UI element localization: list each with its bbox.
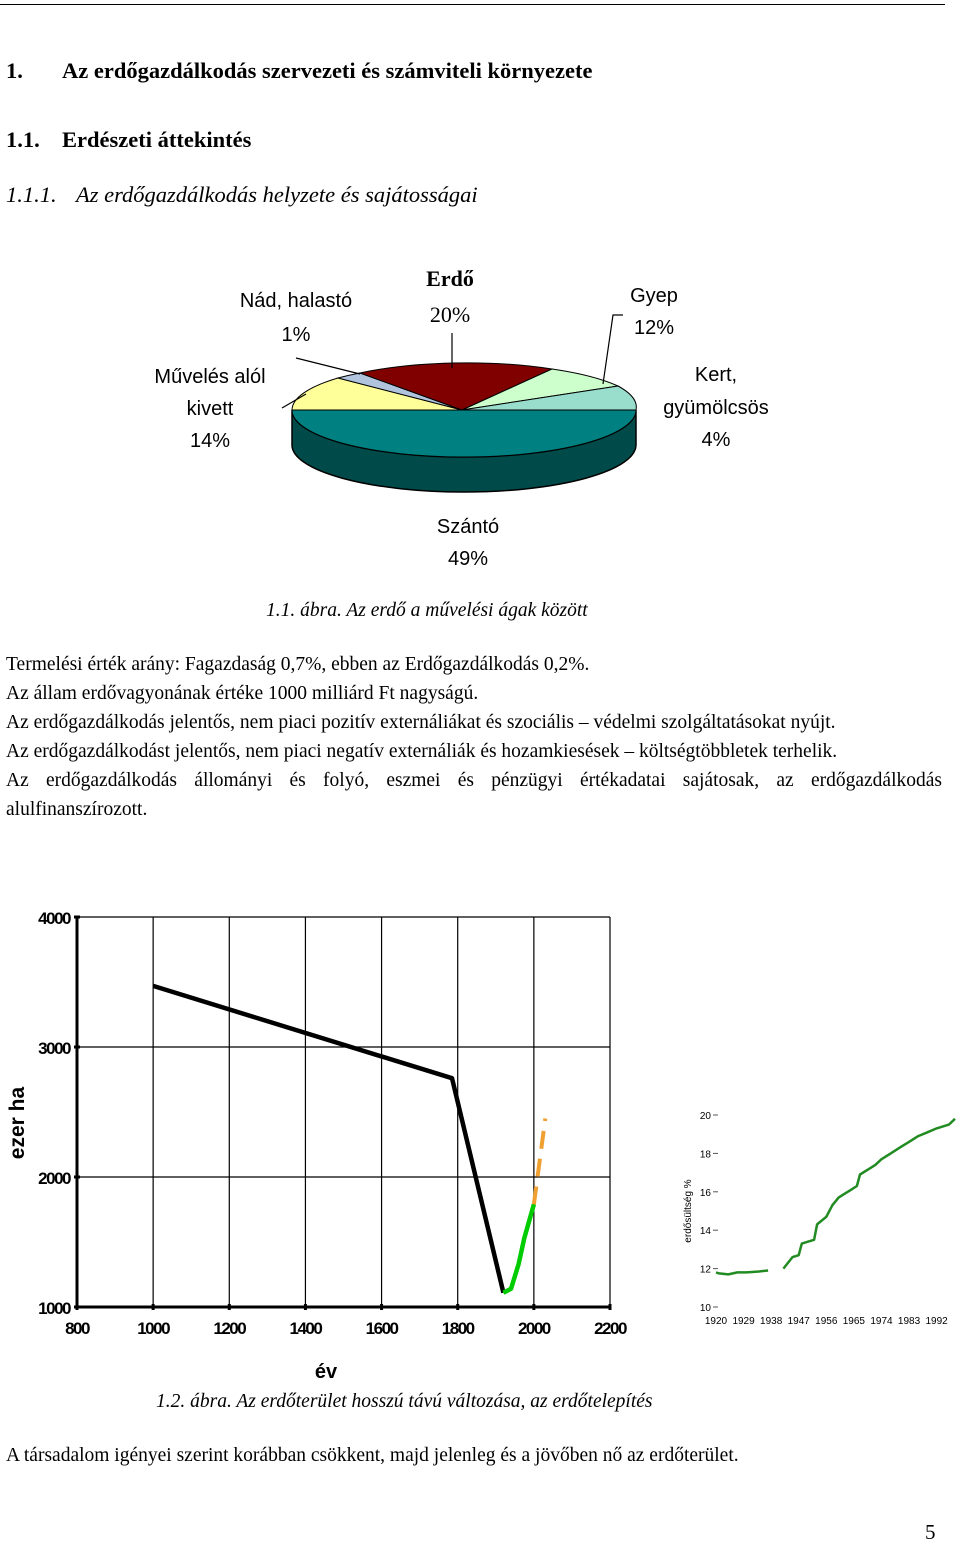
small-x-tick-label: 1965 [842,1316,866,1327]
big-x-tick-label: 2000 [517,1319,550,1338]
small-y-tick-label: 12 [699,1264,711,1276]
paragraph-1: Termelési érték arány: Fagazdaság 0,7%, ebben az Erdőgazdálkodás 0,2%. [6,654,590,675]
label-kert-pct: 4% [701,429,731,451]
big-y-tick-label: 3000 [38,1039,70,1058]
label-erdo-name: Erdő [426,266,474,291]
small-y-tick-label: 18 [699,1149,711,1161]
big-x-tick-label: 1600 [365,1319,398,1338]
heading-3: 1.1.1. Az erdőgazdálkodás helyzete és sajátosságai [6,182,478,207]
big-y-tick-label: 2000 [38,1169,70,1188]
label-muveles-pct: 14% [189,430,231,452]
big-x-tick-label: 1800 [441,1319,474,1338]
label-nad-name: Nád, halastó [239,290,353,312]
label-nad-pct: 1% [281,324,311,346]
small-series-line-0 [716,1271,768,1275]
label-erdo-pct: 20% [429,302,471,327]
label-szanto-pct: 49% [447,548,489,570]
label-kert-line2: gyümölcsös [663,397,769,419]
big-x-tick-label: 1200 [213,1319,246,1338]
label-muveles-line1: Művelés alól [154,366,266,388]
big-x-tick-label: 2200 [594,1319,626,1338]
small-x-tick-label: 1974 [870,1316,893,1327]
label-gyep-pct: 12% [633,317,675,339]
paragraph-2: Az állam erdővagyonának értéke 1000 milliárd Ft nagyságú. [6,683,479,704]
label-kert-line1: Kert, [694,364,738,386]
small-x-tick-label: 1938 [760,1316,783,1327]
big-x-tick-label: 800 [65,1319,89,1338]
heading-1: 1. Az erdőgazdálkodás szervezeti és számviteli környezete [6,58,593,83]
heading-2: 1.1. Erdészeti áttekintés [6,127,252,152]
small-x-tick-label: 1983 [897,1316,921,1327]
big-chart-ylabel: ezer ha [6,1086,29,1160]
small-x-tick-label: 1956 [815,1316,838,1327]
paragraph-4: Az erdőgazdálkodást jelentős, nem piaci negatív externáliák és hozamkiesések – költségtöbbletek terhelik. [6,741,838,762]
big-x-tick-label: 1400 [289,1319,322,1338]
small-y-tick-label: 16 [699,1187,711,1199]
paragraph-3: Az erdőgazdálkodás jelentős, nem piaci pozitív externáliákat és szociális – védelmi szolgáltatásokat nyújt. [6,712,836,733]
label-gyep-name: Gyep [630,285,678,307]
big-y-tick-label: 4000 [38,909,70,928]
figure-1-caption: 1.1. ábra. Az erdő a művelési ágak között [266,600,588,621]
paragraph-5: Az erdőgazdálkodás állományi és folyó, eszmei és pénzügyi értékadatai sajátosak, az erdőgazdálkodás alulfinanszírozott. [6,770,942,820]
small-y-tick-label: 20 [699,1111,711,1122]
page-number: 5 [925,1520,936,1544]
final-sentence: A társadalom igényei szerint korábban csökkent, majd jelenleg és a jövőben nő az erdőterület. [6,1445,739,1466]
small-x-tick-label: 1992 [925,1316,948,1327]
big-x-tick-label: 1000 [137,1319,170,1338]
label-muveles-line2: kivett [186,398,234,420]
small-y-tick-label: 10 [699,1303,711,1314]
small-series-line-1 [783,1119,955,1269]
small-y-tick-label: 14 [699,1226,711,1238]
small-chart-ylabel: erdősültség % [683,1179,694,1243]
figure-2-caption: 1.2. ábra. Az erdőterület hosszú távú változása, az erdőtelepítés [156,1391,653,1412]
small-x-tick-label: 1920 [704,1316,728,1327]
label-szanto-name: Szántó [436,516,500,538]
small-x-tick-label: 1947 [787,1316,810,1327]
small-x-tick-label: 1929 [732,1316,755,1327]
big-chart-xlabel: év [314,1361,338,1383]
big-y-tick-label: 1000 [38,1299,70,1318]
